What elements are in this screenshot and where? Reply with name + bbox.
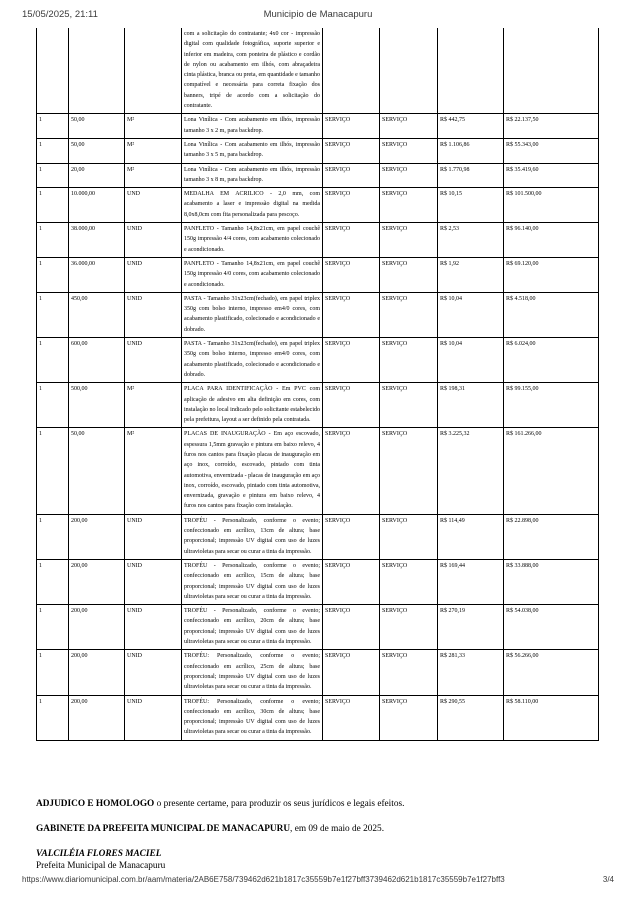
item-number-cell: 1 <box>37 514 69 559</box>
unit-price-cell: R$ 1,92 <box>438 257 504 292</box>
table-row <box>37 559 599 604</box>
print-datetime: 15/05/2025, 21:11 <box>22 9 98 20</box>
item-number-cell: 1 <box>37 114 69 139</box>
unit-cell: M² <box>125 114 182 139</box>
total-price-cell: R$ 58.110,00 <box>504 695 599 740</box>
total-price-cell: R$ 33.888,00 <box>504 559 599 604</box>
category-cell: SERVIÇO <box>380 559 438 604</box>
table-row <box>37 223 599 258</box>
category-cell: SERVIÇO <box>380 163 438 188</box>
unit-price-cell: R$ 442,75 <box>438 114 504 139</box>
unit-price-cell: R$ 169,44 <box>438 559 504 604</box>
table-row <box>37 114 599 139</box>
category-cell: SERVIÇO <box>380 114 438 139</box>
unit-cell: UNID <box>125 292 182 337</box>
item-number-cell: 1 <box>37 338 69 383</box>
type-cell: SERVIÇO <box>323 188 380 223</box>
type-cell: SERVIÇO <box>323 338 380 383</box>
quantity-cell: 200,00 <box>69 514 125 559</box>
item-number-cell: 1 <box>37 605 69 650</box>
category-cell: SERVIÇO <box>380 605 438 650</box>
total-price-cell: R$ 22.898,00 <box>504 514 599 559</box>
category-cell: SERVIÇO <box>380 383 438 428</box>
category-cell: SERVIÇO <box>380 292 438 337</box>
continuation-row <box>37 28 599 114</box>
item-number-cell: 1 <box>37 559 69 604</box>
description-cell: PANFLETO - Tamanho 14,8x21cm, em papel couchê 150g impressão 4/0 cores, com acabamento colecionado e acondicionado. <box>182 257 323 292</box>
unit-cell: M² <box>125 163 182 188</box>
total-price-cell: R$ 35.419,60 <box>504 163 599 188</box>
source-url: https://www.diariomunicipal.com.br/aam/materia/2AB6E758/739462d621b1817c35559b7e1f27bff3739462d621b1817c35559b7e1f27bff3 <box>22 875 505 884</box>
type-cell <box>323 28 380 114</box>
table-row <box>37 514 599 559</box>
description-cell: TROFÉU - Personalizado, conforme o evento; confeccionado em acrílico, 20cm de altura; base proporcional; impressão UV digital com uso de luzes ultravioletas para secar ou curar a tinta da impressão. <box>182 605 323 650</box>
unit-price-cell: R$ 10,15 <box>438 188 504 223</box>
type-cell: SERVIÇO <box>323 114 380 139</box>
total-price-cell: R$ 56.266,00 <box>504 650 599 695</box>
document-title: Municipio de Manacapuru <box>263 9 373 20</box>
type-cell: SERVIÇO <box>323 559 380 604</box>
unit-cell: UNID <box>125 695 182 740</box>
total-price-cell: R$ 96.140,00 <box>504 223 599 258</box>
quantity-cell: 38.000,00 <box>69 223 125 258</box>
unit-cell: UNID <box>125 605 182 650</box>
description-cell: PLACA PARA IDENTIFICAÇÃO - Em PVC com aplicação de adesivo em alta definição em cores, com instalação no local indicado pelo solicitante estabelecido pela prefeitura, layout a ser definido pela contratada. <box>182 383 323 428</box>
quantity-cell: 20,00 <box>69 163 125 188</box>
description-cell: MEDALHA EM ACRILICO - 2,0 mm, com acabamento a laser e impressão digital na medida 8,0x8,0cm com fita personalizada para pescoço. <box>182 188 323 223</box>
total-price-cell: R$ 101.500,00 <box>504 188 599 223</box>
adjudication-bold: ADJUDICO E HOMOLOGO <box>36 799 155 809</box>
item-number-cell: 1 <box>37 650 69 695</box>
cabinet-paragraph <box>36 824 606 835</box>
quantity-cell: 50,00 <box>69 114 125 139</box>
table-row <box>37 338 599 383</box>
unit-price-cell: R$ 2,53 <box>438 223 504 258</box>
unit-price-cell: R$ 10,04 <box>438 292 504 337</box>
type-cell: SERVIÇO <box>323 138 380 163</box>
quantity-cell: 450,00 <box>69 292 125 337</box>
unit-price-cell: R$ 270,19 <box>438 605 504 650</box>
category-cell: SERVIÇO <box>380 514 438 559</box>
unit-cell: M² <box>125 383 182 428</box>
unit-cell: UNID <box>125 559 182 604</box>
items-table-body <box>37 28 599 740</box>
unit-cell: UND <box>125 188 182 223</box>
item-number-cell <box>37 28 69 114</box>
description-cell: TROFÉU: Personalizado, conforme o evento; confeccionado em acrílico, 25cm de altura; base proporcional; impressão UV digital com uso de luzes ultravioletas para secar ou curar a tinta da impressão. <box>182 650 323 695</box>
cabinet-rest: , em 09 de maio de 2025. <box>290 824 385 834</box>
table-row <box>37 138 599 163</box>
category-cell: SERVIÇO <box>380 138 438 163</box>
quantity-cell: 200,00 <box>69 559 125 604</box>
unit-price-cell: R$ 3.225,32 <box>438 428 504 514</box>
table-row <box>37 695 599 740</box>
quantity-cell <box>69 28 125 114</box>
unit-cell: UNID <box>125 338 182 383</box>
type-cell: SERVIÇO <box>323 163 380 188</box>
signature-title: Prefeita Municipal de Manacapuru <box>36 861 166 871</box>
type-cell: SERVIÇO <box>323 223 380 258</box>
print-header <box>22 9 614 23</box>
type-cell: SERVIÇO <box>323 292 380 337</box>
unit-cell: UNID <box>125 223 182 258</box>
description-cell: Lona Vinílica - Com acabamento em ilhós, impressão tamanho 3 x 2 m, para backdrop. <box>182 114 323 139</box>
total-price-cell <box>504 28 599 114</box>
print-footer <box>22 875 614 884</box>
category-cell: SERVIÇO <box>380 223 438 258</box>
quantity-cell: 200,00 <box>69 605 125 650</box>
unit-price-cell: R$ 1.106,86 <box>438 138 504 163</box>
table-row <box>37 163 599 188</box>
unit-price-cell: R$ 198,31 <box>438 383 504 428</box>
unit-price-cell <box>438 28 504 114</box>
description-cell: PANFLETO - Tamanho 14,8x21cm, em papel couchê 150g impressão 4/4 cores, com acabamento colecionado e acondicionado. <box>182 223 323 258</box>
quantity-cell: 600,00 <box>69 338 125 383</box>
item-number-cell: 1 <box>37 695 69 740</box>
quantity-cell: 50,00 <box>69 138 125 163</box>
description-cell: TROFÉU - Personalizado, conforme o evento; confeccionado em acrílico, 13cm de altura; base proporcional; impressão UV digital com uso de luzes ultravioletas para secar ou curar a tinta da impressão. <box>182 514 323 559</box>
description-cell: PASTA - Tamanho 31x23cm(fechado), em papel triplex 350g com bolso interno, impresso em4/0 cores, com acabamento plastificado, colecionado e acondicionado e dobrado. <box>182 338 323 383</box>
item-number-cell: 1 <box>37 188 69 223</box>
description-cell: TROFÉU: Personalizado, conforme o evento; confeccionado em acrílico, 30cm de altura; base proporcional; impressão UV digital com uso de luzes ultravioletas para secar ou curar a tinta da impressão. <box>182 695 323 740</box>
type-cell: SERVIÇO <box>323 383 380 428</box>
unit-price-cell: R$ 114,49 <box>438 514 504 559</box>
type-cell: SERVIÇO <box>323 650 380 695</box>
total-price-cell: R$ 99.155,00 <box>504 383 599 428</box>
category-cell: SERVIÇO <box>380 695 438 740</box>
cabinet-bold: GABINETE DA PREFEITA MUNICIPAL DE MANACAPURU <box>36 824 291 834</box>
table-row <box>37 383 599 428</box>
adjudication-rest: o presente certame, para produzir os seus jurídicos e legais efeitos. <box>154 799 405 809</box>
table-row <box>37 650 599 695</box>
unit-cell <box>125 28 182 114</box>
description-cell: PLACAS DE INAUGURAÇÃO - Em aço escovado, espessura 1,5mm gravação e pintura em baixo relevo, 4 furos nos cantos para fixação placas de inauguração em aço inox, corroído, escovado, pintado com tinta automotiva, envernizada - placas de inauguração em aço inox, corroído, escovado, pintado com tinta automotiva, envernizada, gravação e pintura em baixo relevo, 4 furos nos cantos para fixação com instalação. <box>182 428 323 514</box>
quantity-cell: 200,00 <box>69 695 125 740</box>
item-number-cell: 1 <box>37 138 69 163</box>
unit-cell: UNID <box>125 514 182 559</box>
adjudication-paragraph <box>36 799 606 810</box>
unit-cell: UNID <box>125 257 182 292</box>
category-cell: SERVIÇO <box>380 257 438 292</box>
total-price-cell: R$ 4.518,00 <box>504 292 599 337</box>
category-cell: SERVIÇO <box>380 428 438 514</box>
type-cell: SERVIÇO <box>323 257 380 292</box>
category-cell: SERVIÇO <box>380 188 438 223</box>
total-price-cell: R$ 6.024,00 <box>504 338 599 383</box>
signature-name: VALCILÉIA FLORES MACIEL <box>36 849 162 859</box>
description-cell: Lona Vinílica - Com acabamento em ilhós, impressão tamanho 3 x 5 m, para backdrop. <box>182 138 323 163</box>
page-number: 3/4 <box>602 875 614 884</box>
quantity-cell: 50,00 <box>69 428 125 514</box>
table-row <box>37 605 599 650</box>
total-price-cell: R$ 22.137,50 <box>504 114 599 139</box>
quantity-cell: 500,00 <box>69 383 125 428</box>
category-cell <box>380 28 438 114</box>
item-number-cell: 1 <box>37 292 69 337</box>
unit-cell: M² <box>125 138 182 163</box>
type-cell: SERVIÇO <box>323 605 380 650</box>
unit-price-cell: R$ 290,55 <box>438 695 504 740</box>
description-cell: Lona Vinílica - Com acabamento em ilhós, impressão tamanho 3 x 8 m, para backdrop. <box>182 163 323 188</box>
quantity-cell: 10.000,00 <box>69 188 125 223</box>
description-cell: TROFÉU - Personalizado, conforme o evento; confeccionado em acrílico, 15cm de altura; base proporcional; impressão UV digital com uso de luzes ultravioletas para secar ou curar a tinta da impressão. <box>182 559 323 604</box>
category-cell: SERVIÇO <box>380 650 438 695</box>
table-row <box>37 292 599 337</box>
total-price-cell: R$ 69.120,00 <box>504 257 599 292</box>
signature-block <box>36 849 606 872</box>
item-number-cell: 1 <box>37 257 69 292</box>
total-price-cell: R$ 161.266,00 <box>504 428 599 514</box>
item-number-cell: 1 <box>37 428 69 514</box>
closing-section <box>36 799 606 872</box>
item-number-cell: 1 <box>37 383 69 428</box>
type-cell: SERVIÇO <box>323 428 380 514</box>
quantity-cell: 200,00 <box>69 650 125 695</box>
type-cell: SERVIÇO <box>323 695 380 740</box>
total-price-cell: R$ 54.038,00 <box>504 605 599 650</box>
unit-price-cell: R$ 10,04 <box>438 338 504 383</box>
quantity-cell: 36.000,00 <box>69 257 125 292</box>
total-price-cell: R$ 55.343,00 <box>504 138 599 163</box>
unit-price-cell: R$ 281,33 <box>438 650 504 695</box>
category-cell: SERVIÇO <box>380 338 438 383</box>
type-cell: SERVIÇO <box>323 514 380 559</box>
unit-price-cell: R$ 1.770,98 <box>438 163 504 188</box>
table-row <box>37 428 599 514</box>
table-row <box>37 188 599 223</box>
description-cell: PASTA - Tamanho 31x23cm(fechado), em papel triplex 350g com bolso interno, impresso em4/0 cores, com acabamento plastificado, colecionado e acondicionado e dobrado. <box>182 292 323 337</box>
description-cell: com a solicitação do contratante; 4x0 cor - impressão digital com qualidade fotográfica, suporte superior e inferior em madeira, com ponteira de plástico e cordão de nylon ou acabamento em ilhós, com abraçadeira cinta plástica, branca ou preta, em quantidade e tamanho compatível e necessária para correta fixação dos banners, tripé de acordo com a solicitação do contratante. <box>182 28 323 114</box>
item-number-cell: 1 <box>37 223 69 258</box>
table-row <box>37 257 599 292</box>
item-number-cell: 1 <box>37 163 69 188</box>
unit-cell: UNID <box>125 650 182 695</box>
items-table <box>36 28 599 741</box>
unit-cell: M² <box>125 428 182 514</box>
